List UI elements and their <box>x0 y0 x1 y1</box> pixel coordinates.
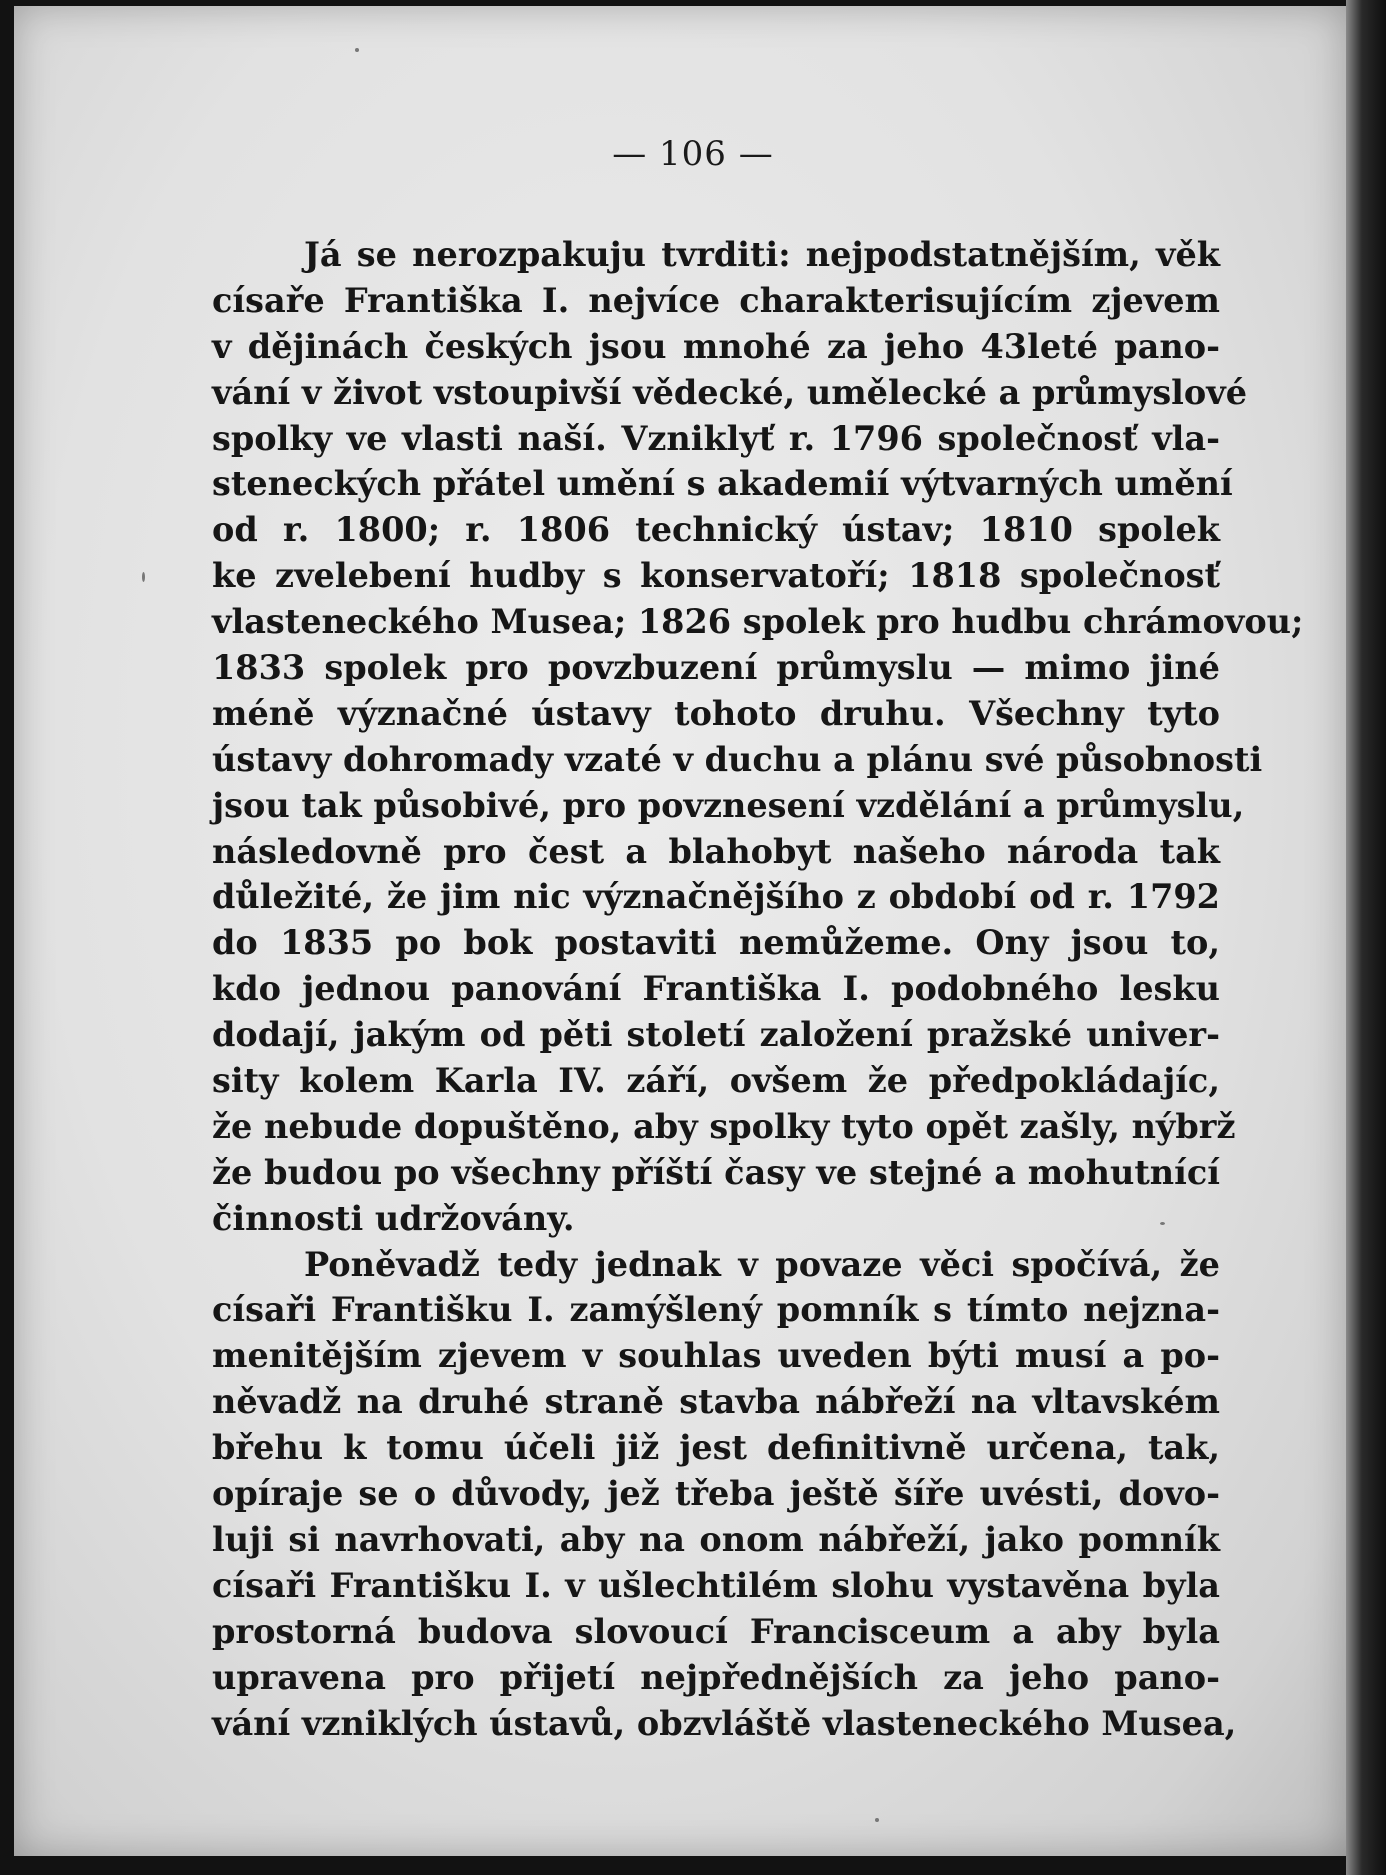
text-line: císaři Františku I. v ušlechtilém slohu vystavěna byla <box>212 1565 1220 1605</box>
paper-speck <box>355 48 359 52</box>
text-line: následovně pro čest a blahobyt našeho národa tak <box>212 831 1220 871</box>
text-line: ke zvelebení hudby s konservatoří; 1818 společnosť <box>212 556 1220 596</box>
text-line: vlasteneckého Musea; 1826 spolek pro hudbu chrámovou; <box>212 602 1304 642</box>
text-line: menitějším zjevem v souhlas uveden býti musí a po- <box>212 1336 1220 1376</box>
text-line: něvadž na druhé straně stavba nábřeží na vltavském <box>212 1382 1220 1422</box>
text-line: do 1835 po bok postaviti nemůžeme. Ony jsou to, <box>212 923 1220 963</box>
paragraph <box>212 232 1304 1242</box>
body-text <box>212 232 1304 1746</box>
paragraph <box>212 1242 1237 1747</box>
text-line: důležité, že jim nic význačnějšího z období od r. 1792 <box>212 877 1220 917</box>
text-line: 1833 spolek pro povzbuzení průmyslu — mimo jiné <box>212 648 1220 688</box>
text-line: méně význačné ústavy tohoto druhu. Všechny tyto <box>212 693 1220 733</box>
text-line: vání vzniklých ústavů, obzvláště vlasteneckého Musea, <box>212 1703 1237 1743</box>
paper-speck <box>142 572 145 582</box>
text-line: upravena pro přijetí nejpřednějších za jeho pano- <box>212 1657 1220 1697</box>
text-line: Poněvadž tedy jednak v povaze věci spočívá, že <box>304 1244 1220 1284</box>
text-line: v dějinách českých jsou mnohé za jeho 43leté pano- <box>212 326 1220 366</box>
text-line: kdo jednou panování Františka I. podobného lesku <box>212 969 1220 1009</box>
text-line: steneckých přátel umění s akademií výtvarných umění <box>212 464 1233 504</box>
text-line: spolky ve vlasti naší. Vzniklyť r. 1796 společnosť vla- <box>212 418 1220 458</box>
text-line: luji si navrhovati, aby na onom nábřeží, jako pomník <box>212 1519 1220 1559</box>
text-line: vání v život vstoupivší vědecké, umělecké a průmyslové <box>212 372 1248 412</box>
text-line: ústavy dohromady vzaté v duchu a plánu své působnosti <box>212 739 1263 779</box>
text-line: Já se nerozpakuju tvrditi: nejpodstatnějším, věk <box>304 235 1220 274</box>
text-line: dodají, jakým od pěti století založení pražské univer- <box>212 1015 1220 1055</box>
text-line: císaře Františka I. nejvíce charakterisujícím zjevem <box>212 280 1220 320</box>
paper-speck <box>1160 1222 1165 1225</box>
page-number: — 106 — <box>612 134 774 174</box>
paper-speck <box>875 1818 879 1822</box>
page-edge-shadow <box>1346 0 1386 1875</box>
text-line: činnosti udržovány. <box>212 1198 575 1238</box>
text-line: císaři Františku I. zamýšlený pomník s tímto nejzna- <box>212 1290 1220 1330</box>
text-line: jsou tak působivé, pro povznesení vzdělání a průmyslu, <box>212 785 1245 825</box>
text-line: opíraje se o důvody, jež třeba ještě šíře uvésti, dovo- <box>212 1474 1220 1514</box>
text-line: že budou po všechny příští časy ve stejné a mohutnící <box>212 1152 1220 1192</box>
text-line: že nebude dopuštěno, aby spolky tyto opět zašly, nýbrž <box>212 1106 1236 1146</box>
text-line: břehu k tomu účeli již jest definitivně určena, tak, <box>212 1428 1220 1468</box>
text-line: sity kolem Karla IV. září, ovšem že předpokládajíc, <box>212 1061 1220 1101</box>
text-line: prostorná budova slovoucí Franciscеum a aby byla <box>212 1611 1220 1651</box>
text-line: od r. 1800; r. 1806 technický ústav; 1810 spolek <box>212 510 1220 550</box>
